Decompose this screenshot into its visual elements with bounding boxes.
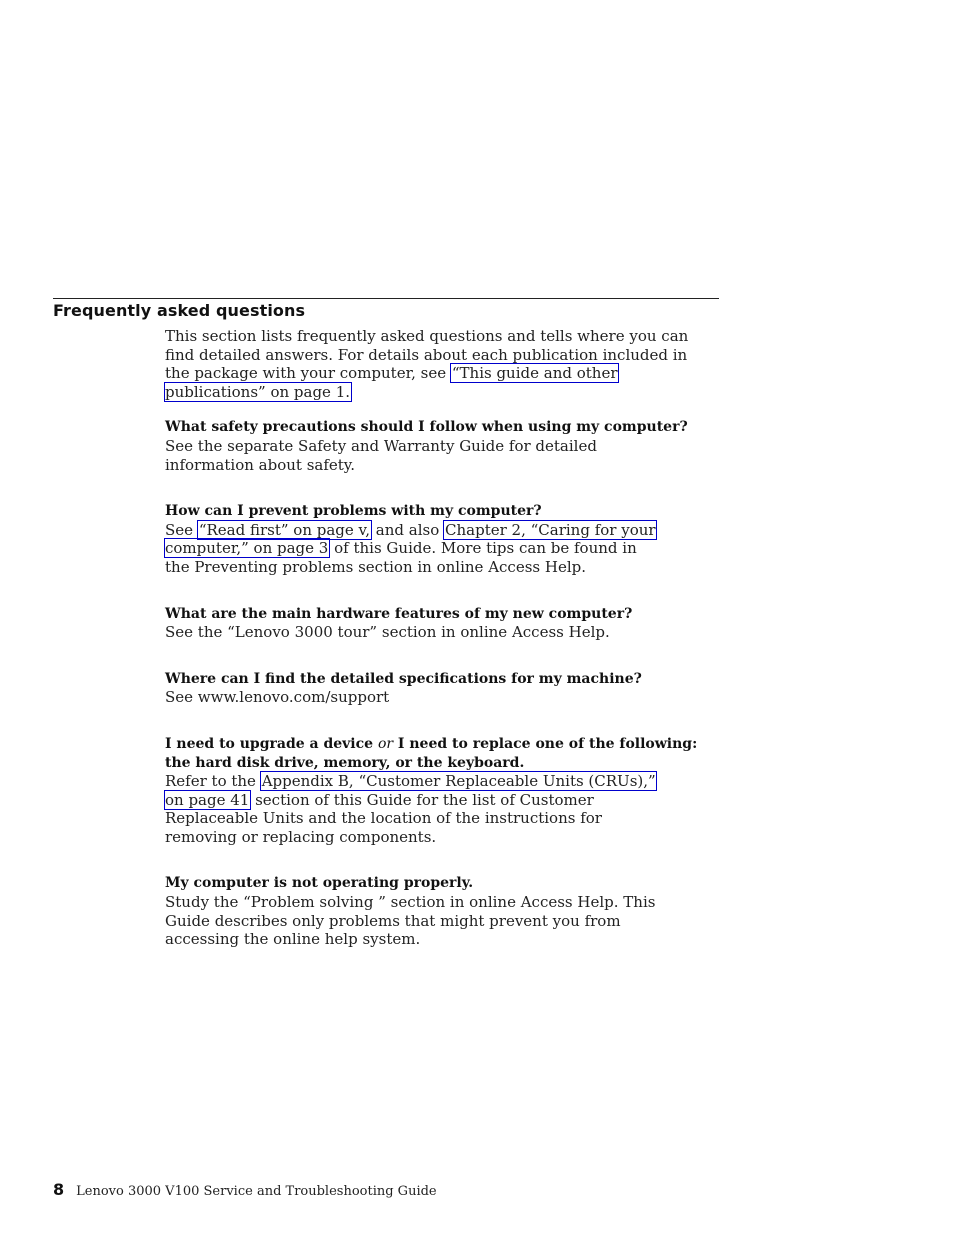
faq-question-hardware: What are the main hardware features of my new computer? — [165, 605, 633, 622]
link-this-guide[interactable]: “This guide and other publications” on page 1. — [165, 364, 618, 401]
footer-title: Lenovo 3000 V100 Service and Troubleshooting Guide — [76, 1184, 437, 1199]
faq-answer-safety: See the separate Safety and Warranty Guide for detailed information about safety. — [165, 436, 597, 474]
intro-text: This section lists frequently asked questions and tells where you can find detailed answers. For details about each publication included in the package with your computer, see — [165, 327, 689, 383]
page-footer — [53, 1180, 437, 1199]
faq-question-upgrade: I need to upgrade a device or I need to replace one of the following: the hard disk drive, memory, or the keyboard. — [165, 735, 698, 771]
page-number: 8 — [53, 1180, 65, 1199]
section-rule — [53, 298, 719, 299]
faq-question-specs: Where can I find the detailed specifications for my machine? — [165, 670, 642, 687]
faq-question-safety: What safety precautions should I follow when using my computer? — [165, 419, 688, 436]
faq-answer-prevent: See “Read first” on page v, and also Chapter 2, “Caring for your computer,” on page 3 of this Guide. More tips can be found in the Preventing problems section in online Access Help. — [165, 520, 656, 576]
faq-answer-upgrade: Refer to the Appendix B, “Customer Replaceable Units (CRUs),” on page 41 section of this Guide for the list of Customer Replaceable Units and the location of the instructions for removing or replacing components. — [165, 772, 656, 846]
link-chapter-2[interactable]: Chapter 2, “Caring for your computer,” on page 3 — [165, 520, 656, 558]
faq-question-prevent: How can I prevent problems with my computer? — [165, 503, 542, 520]
faq-content — [165, 327, 715, 977]
faq-answer-not-operating: Study the “Problem solving ” section in online Access Help. This Guide describes only problems that might prevent you from accessing the online help system. — [165, 893, 656, 949]
link-read-first[interactable]: “Read first” on page v, — [198, 520, 371, 539]
section-title: Frequently asked questions — [53, 301, 306, 320]
faq-answer-specs: See www.lenovo.com/support — [165, 688, 390, 707]
link-appendix-b[interactable]: Appendix B, “Customer Replaceable Units (CRUs),” on page 41 — [165, 772, 656, 809]
intro-paragraph — [165, 327, 715, 401]
faq-answer-hardware: See the “Lenovo 3000 tour” section in online Access Help. — [165, 623, 610, 642]
faq-question-not-operating: My computer is not operating properly. — [165, 875, 474, 892]
